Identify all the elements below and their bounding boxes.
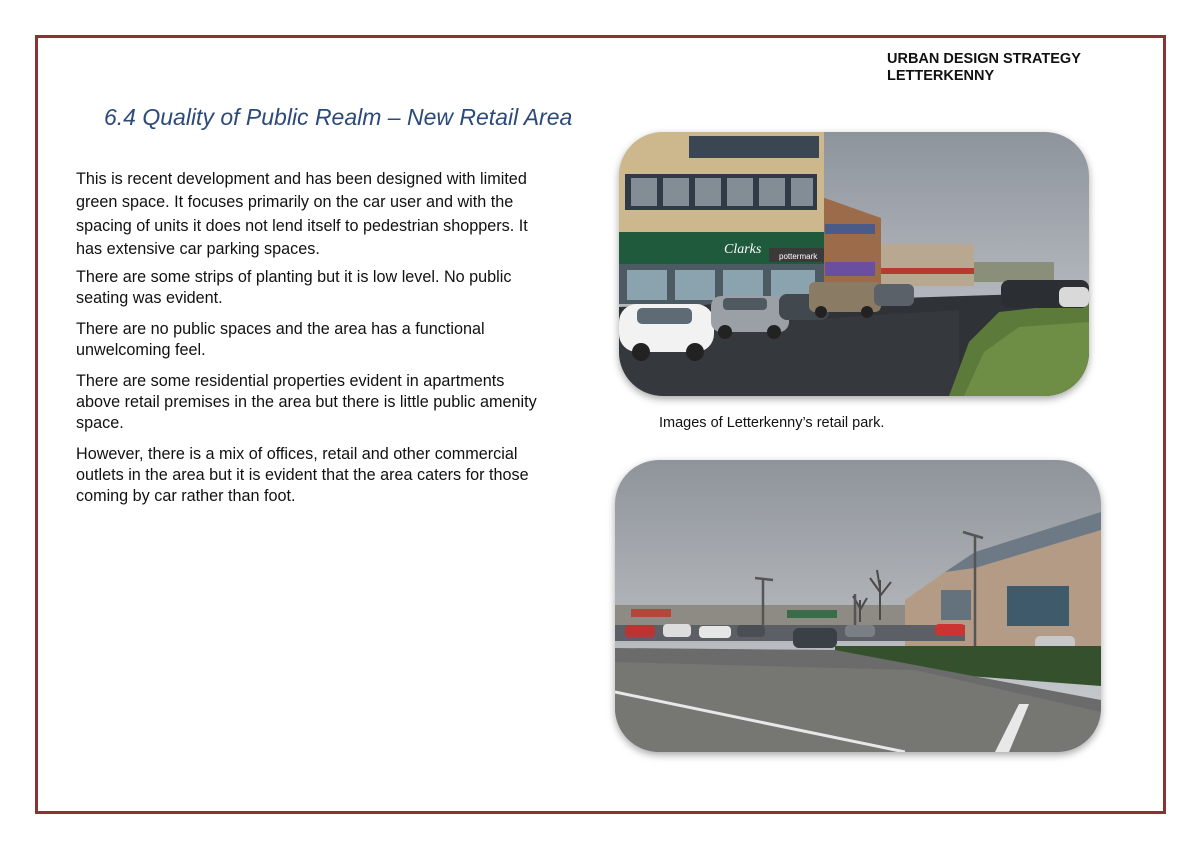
header-location: LETTERKENNY (887, 68, 995, 84)
retail-park-photo-1 (619, 132, 1089, 396)
store-sign-clarks: Clarks (724, 242, 762, 257)
retail-park-photo-2 (615, 460, 1101, 752)
header-title: URBAN DESIGN STRATEGY (887, 51, 1081, 67)
paragraph: There are no public spaces and the area has a functional unwelcoming feel. (76, 320, 485, 360)
paragraph: There are some strips of planting but it is low level. No public seating was evident. (76, 268, 512, 308)
store-sign-pottermark: pottermark (779, 252, 818, 261)
document-header (887, 51, 1081, 85)
body-text (76, 168, 546, 517)
paragraph: This is recent development and has been designed with limited green space. It focuses primarily on the car user and with the spacing of units it does not lend itself to pedestrian shoppers. It has extensive car parking spaces. (76, 170, 528, 258)
section-title: 6.4 Quality of Public Realm – New Retail Area (104, 104, 573, 130)
photo-caption: Images of Letterkenny’s retail park. (659, 415, 885, 431)
photo-2-illustration (615, 460, 1101, 752)
photo-1-illustration (619, 132, 1089, 396)
paragraph: However, there is a mix of offices, retail and other commercial outlets in the area but it is evident that the area caters for those coming by car rather than foot. (76, 445, 529, 506)
paragraph: There are some residential properties evident in apartments above retail premises in the area but there is little public amenity space. (76, 372, 537, 433)
